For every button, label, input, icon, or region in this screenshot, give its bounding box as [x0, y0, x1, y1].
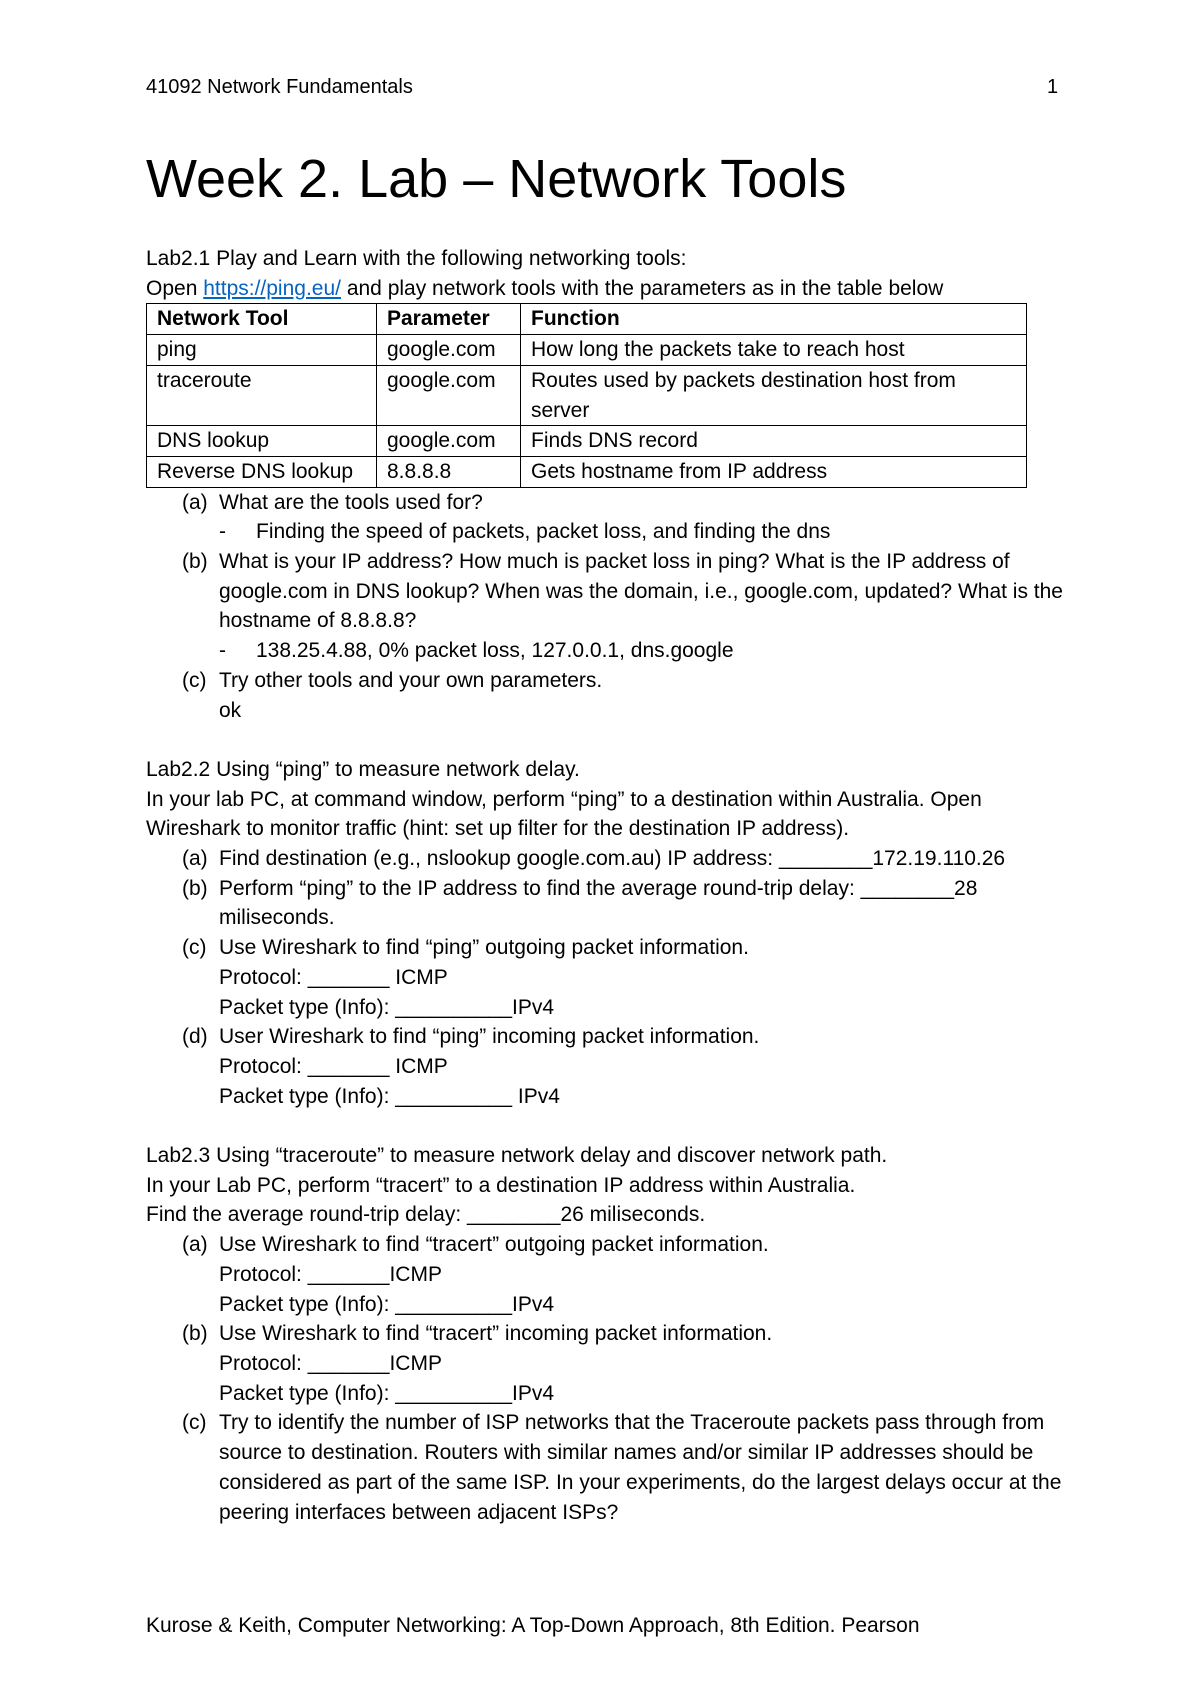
table-cell: DNS lookup — [147, 426, 377, 457]
lab2-item-b — [146, 874, 1066, 933]
lab3-intro-2: Find the average round-trip delay: ________26 miliseconds. — [146, 1203, 706, 1227]
answer-text: 138.25.4.88, 0% packet loss, 127.0.0.1, dns.google — [256, 639, 734, 663]
lab3-item-c — [146, 1408, 1066, 1527]
lab3-a-packet-type: Packet type (Info): __________IPv4 — [219, 1292, 555, 1316]
lab1-answer-c: ok — [219, 698, 242, 722]
answer-text: Finding the speed of packets, packet loss, and finding the dns — [256, 520, 831, 544]
ping-eu-link[interactable]: https://ping.eu/ — [203, 276, 341, 300]
lab2-c-protocol: Protocol: _______ ICMP — [219, 965, 448, 989]
list-label: (c) — [182, 936, 207, 960]
spacer — [146, 725, 1066, 755]
list-label: (c) — [182, 1411, 207, 1435]
question-text: What are the tools used for? — [219, 490, 483, 514]
item-text: Use Wireshark to find “ping” outgoing packet information. — [219, 936, 749, 960]
table-cell: ping — [147, 335, 377, 366]
lab3-heading: Lab2.3 Using “traceroute” to measure network delay and discover network path. — [146, 1144, 888, 1168]
question-text: What is your IP address? How much is packet loss in ping? What is the IP address of google.com in DNS lookup? When was the domain, i.e., google.com, updated? What is the hostname of 8.8.8.8? — [219, 550, 1063, 633]
lab3-a-protocol: Protocol: _______ICMP — [219, 1262, 442, 1286]
table-cell: google.com — [377, 426, 521, 457]
dash-bullet: - — [219, 520, 226, 544]
lab2-intro: In your lab PC, at command window, perform “ping” to a destination within Australia. Open Wireshark to monitor traffic (hint: set up filter for the destination IP address). — [146, 787, 982, 841]
table-cell: traceroute — [147, 365, 377, 425]
list-label: (c) — [182, 668, 207, 692]
table-cell: google.com — [377, 335, 521, 366]
lab2-item-a — [146, 844, 1066, 874]
lab1-heading: Lab2.1 Play and Learn with the following networking tools: — [146, 247, 687, 270]
lab3-item-a — [146, 1230, 1066, 1260]
lab2-c-packet-type: Packet type (Info): __________IPv4 — [219, 995, 555, 1019]
table-cell: 8.8.8.8 — [377, 456, 521, 487]
list-label: (d) — [182, 1025, 208, 1049]
lab2-d-protocol: Protocol: _______ ICMP — [219, 1054, 448, 1078]
lab1-answer-b — [146, 636, 1066, 666]
lab1-open-suffix: and play network tools with the parameters as in the table below — [340, 276, 944, 300]
lab1-open-line — [146, 274, 1066, 304]
dash-bullet: - — [219, 639, 226, 663]
list-label: (b) — [182, 876, 208, 900]
table-row — [147, 335, 1027, 366]
page-number: 1 — [1047, 76, 1059, 98]
lab2-item-c — [146, 933, 1066, 963]
lab1-question-b — [146, 547, 1066, 636]
table-cell: Gets hostname from IP address — [521, 456, 1027, 487]
network-tools-table — [146, 303, 1027, 487]
item-text: Perform “ping” to the IP address to find the average round-trip delay: ________28 miliseconds. — [219, 876, 978, 930]
question-text: Try other tools and your own parameters. — [219, 668, 603, 692]
lab1-question-c — [146, 666, 1066, 696]
lab2-heading: Lab2.2 Using “ping” to measure network delay. — [146, 757, 580, 781]
lab1-question-a — [146, 488, 1066, 518]
spacer — [146, 1111, 1066, 1141]
lab3-b-protocol: Protocol: _______ICMP — [219, 1351, 442, 1375]
list-label: (a) — [182, 490, 208, 514]
list-label: (a) — [182, 847, 208, 871]
list-label: (a) — [182, 1233, 208, 1257]
document-body — [146, 244, 1066, 1527]
page-title: Week 2. Lab – Network Tools — [146, 149, 847, 209]
table-row — [147, 426, 1027, 457]
table-cell: Finds DNS record — [521, 426, 1027, 457]
item-text: Use Wireshark to find “tracert” incoming packet information. — [219, 1322, 773, 1346]
item-text: Find destination (e.g., nslookup google.com.au) IP address: ________172.19.110.26 — [219, 847, 1006, 871]
table-header-cell: Network Tool — [147, 304, 377, 335]
lab1-answer-a — [146, 517, 1066, 547]
table-cell: How long the packets take to reach host — [521, 335, 1027, 366]
list-label: (b) — [182, 1322, 208, 1346]
item-text: Use Wireshark to find “tracert” outgoing packet information. — [219, 1233, 769, 1257]
lab2-d-packet-type: Packet type (Info): __________ IPv4 — [219, 1084, 560, 1108]
lab3-b-packet-type: Packet type (Info): __________IPv4 — [219, 1381, 555, 1405]
lab2-item-d — [146, 1022, 1066, 1052]
lab3-intro-1: In your Lab PC, perform “tracert” to a destination IP address within Australia. — [146, 1173, 856, 1197]
lab1-open-prefix: Open — [146, 276, 204, 300]
table-row — [147, 456, 1027, 487]
table-header-cell: Function — [521, 304, 1027, 335]
table-cell: google.com — [377, 365, 521, 425]
page-header-course: 41092 Network Fundamentals — [146, 76, 413, 98]
item-text: Try to identify the number of ISP networks that the Traceroute packets pass through from source to destination. Routers with similar names and/or similar IP addresses should be considered as part of the same ISP. In your experiments, do the largest delays occur at the peering interfaces between adjacent ISPs? — [219, 1411, 1062, 1524]
table-row — [147, 365, 1027, 425]
table-header-cell: Parameter — [377, 304, 521, 335]
item-text: User Wireshark to find “ping” incoming packet information. — [219, 1025, 760, 1049]
table-cell: Reverse DNS lookup — [147, 456, 377, 487]
table-cell: Routes used by packets destination host from server — [521, 365, 1027, 425]
lab3-item-b — [146, 1319, 1066, 1349]
table-header-row — [147, 304, 1027, 335]
list-label: (b) — [182, 550, 208, 574]
page-footer: Kurose & Keith, Computer Networking: A Top-Down Approach, 8th Edition. Pearson — [146, 1614, 920, 1637]
